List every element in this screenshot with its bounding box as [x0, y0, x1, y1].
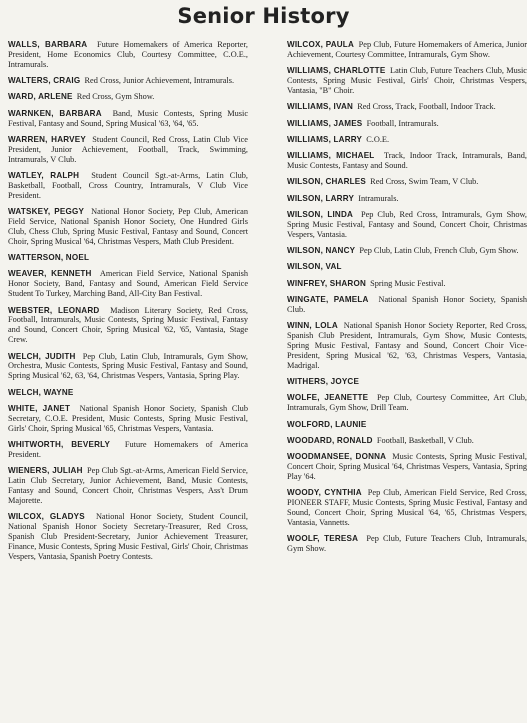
senior-activities: Intramurals.	[358, 193, 399, 203]
senior-activities: Student Council, Red Cross, Latin Club Vice President, Junior Achievement, Football, Track, Swimming, Intramurals, V Club.	[8, 134, 248, 164]
left-column	[8, 40, 248, 568]
senior-name: WARREN, HARVEY	[8, 134, 86, 144]
senior-entry	[287, 40, 527, 60]
senior-name: WELCH, WAYNE	[8, 387, 74, 397]
senior-activities: Pep Club Sgt.-at-Arms, American Field Service, Latin Club Secretary, Junior Achievement, Band, Music Contests, Fantasy and Sound, Concert Choir, Christmas Vespers, Ass't Drum Majorette.	[8, 466, 248, 505]
senior-entry	[8, 512, 248, 562]
senior-activities: Football, Basketball, V Club.	[376, 435, 474, 445]
senior-entry	[287, 262, 527, 272]
senior-name: WOLFE, JEANETTE	[287, 393, 369, 403]
senior-entry	[8, 404, 248, 434]
senior-activities: Music Contests, Spring Music Festival, Concert Choir, Spring Musical '64, Christmas Vespers, Vantasia, Spring Play '64.	[287, 452, 527, 482]
senior-activities: Latin Club, Future Teachers Club, Music Contests, Spring Music Festival, Girls' Choir, Christmas Vespers, Vantasia, "B" Choir.	[287, 66, 527, 96]
senior-activities: Band, Music Contests, Spring Music Festival, Fantasy and Sound, Spring Musical '63, '64, '65.	[8, 108, 249, 128]
senior-name: WOODMANSEE, DONNA	[287, 452, 387, 462]
senior-entry	[287, 279, 527, 289]
senior-activities: National Honor Society, Pep Club, American Field Service, National Spanish Honor Society, One Hundred Girls Club, Chess Club, Spring Music Festival, Fantasy and Sound, Concert Choir, Spring Musical '64, Christmas Vespers, Math Club President.	[8, 207, 248, 246]
senior-name: WALLS, BARBARA	[8, 40, 88, 49]
senior-name: WILCOX, GLADYS	[8, 512, 85, 522]
senior-name: WILSON, LARRY	[287, 193, 355, 203]
senior-entry	[8, 440, 248, 460]
senior-activities: Pep Club, American Field Service, Red Cross, PIONEER STAFF, Music Contests, Spring Music Festival, Fantasy and Sound, Concert Choir, Spring Musical '64, '65, Christmas Vespers, Vantasia, Vannetts.	[287, 488, 527, 528]
senior-name: WOODY, CYNTHIA	[287, 488, 362, 498]
senior-name: WOLFORD, LAUNIE	[287, 419, 367, 429]
senior-entry	[8, 207, 248, 247]
senior-name: WOOLF, TERESA	[287, 534, 359, 544]
senior-entry	[8, 171, 248, 201]
senior-name: WEAVER, KENNETH	[8, 269, 92, 279]
senior-entry	[287, 534, 527, 554]
senior-activities: Red Cross, Junior Achievement, Intramurals.	[84, 76, 235, 86]
senior-activities: National Honor Society, Student Council, National Spanish Honor Society Secretary-Treasurer, Red Cross, Spanish Club President-Secretary, Junior Achievement Treasurer, Finance, Music Contests, Spring Music Festival, Girls' Choir, Christmas Vespers, Vantasia, Spanish Poetry Contests.	[8, 512, 248, 561]
senior-entry	[287, 321, 527, 371]
senior-name: WILSON, LINDA	[287, 210, 354, 219]
senior-entry	[287, 119, 527, 129]
senior-name: WILLIAMS, IVAN	[287, 102, 354, 112]
senior-activities: Pep Club, Latin Club, Intramurals, Gym Show, Orchestra, Music Contests, Spring Music Festival, Fantasy and Sound, Spring Musical '62, 63, '64, Christmas Vespers, Vantasia, Spring Play.	[8, 351, 249, 381]
senior-name: WINFREY, SHARON	[287, 278, 366, 288]
senior-entry	[8, 306, 248, 346]
senior-name: WALTERS, CRAIG	[8, 76, 81, 86]
senior-name: WATTERSON, NOEL	[8, 253, 90, 263]
senior-activities: Red Cross, Gym Show.	[76, 92, 155, 102]
senior-activities: National Spanish Honor Society Reporter, Red Cross, Spanish Club President, Intramurals, Gym Show, Music Contests, Spring Music Festival, Fantasy and Sound, Concert Choir Vice-President, Spring Musical '62, '63, Christmas Vespers, Vantasia, Madrigal.	[287, 321, 527, 370]
senior-activities: National Spanish Honor Society, Spanish Club.	[287, 295, 527, 314]
senior-entry	[287, 151, 527, 171]
senior-name: WILLIAMS, JAMES	[287, 118, 363, 128]
senior-name: WILSON, VAL	[287, 262, 342, 272]
senior-entry	[8, 135, 248, 165]
senior-entry	[287, 393, 527, 413]
senior-activities: American Field Service, National Spanish Honor Society, Band, Fantasy and Sound, American Field Service Student To Turkey, Marching Band, All-City Ban Festival.	[8, 269, 248, 299]
senior-name: WINN, LOLA	[287, 321, 338, 331]
senior-name: WILLIAMS, MICHAEL	[287, 151, 375, 161]
senior-name: WITHERS, JOYCE	[287, 377, 360, 387]
senior-activities: Pep Club, Future Teachers Club, Intramurals, Gym Show.	[287, 534, 527, 554]
senior-name: WARD, ARLENE	[8, 92, 73, 102]
senior-entry	[287, 102, 527, 112]
right-column	[287, 40, 527, 561]
senior-entry	[287, 194, 527, 204]
senior-name: WOODARD, RONALD	[287, 435, 373, 445]
senior-entry	[8, 466, 248, 506]
senior-entry	[8, 269, 248, 299]
senior-activities: Football, Intramurals.	[366, 118, 439, 128]
senior-activities: Student Council Sgt.-at-Arms, Latin Club, Basketball, Football, Cross Country, Intramurals, V Club Vice President.	[8, 171, 249, 200]
senior-entry	[287, 436, 527, 446]
senior-name: WHITWORTH, BEVERLY	[8, 440, 111, 450]
senior-entry	[8, 352, 248, 382]
senior-activities: C.O.E.	[366, 134, 390, 144]
senior-entry	[287, 210, 527, 240]
senior-name: WILSON, NANCY	[287, 246, 356, 256]
senior-name: WARNKEN, BARBARA	[8, 108, 102, 118]
senior-name: WILCOX, PAULA	[287, 40, 354, 49]
page-title: Senior History	[177, 4, 350, 28]
senior-name: WILSON, CHARLES	[287, 177, 366, 187]
senior-entry	[287, 420, 527, 430]
senior-activities: Pep Club, Future Homemakers of America, Junior Achievement, Courtesy Committee, Intramurals, Gym Show.	[287, 40, 527, 59]
senior-name: WILLIAMS, CHARLOTTE	[287, 66, 386, 76]
senior-activities: Track, Indoor Track, Intramurals, Band, Music Contests, Fantasy and Sound.	[287, 151, 527, 171]
senior-entry	[8, 253, 248, 263]
senior-name: WIENERS, JULIAH	[8, 466, 83, 476]
senior-entry	[287, 452, 527, 482]
senior-activities: Red Cross, Swim Team, V Club.	[370, 177, 479, 187]
senior-activities: Spring Music Festival.	[370, 278, 446, 288]
senior-entry	[287, 488, 527, 528]
senior-activities: Pep Club, Courtesy Committee, Art Club, Intramurals, Gym Show, Drill Team.	[287, 393, 527, 413]
senior-activities: Red Cross, Track, Football, Indoor Track.	[357, 102, 496, 112]
senior-name: WILLIAMS, LARRY	[287, 134, 363, 144]
senior-name: WATSKEY, PEGGY	[8, 207, 85, 217]
senior-activities: National Spanish Honor Society, Spanish Club Secretary, C.O.E. President, Music Contests, Spring Music Festival, Girls' Choir, Spring Musical '65, Christmas Vespers, Vantasia.	[8, 403, 248, 433]
senior-activities: Pep Club, Latin Club, French Club, Gym Show.	[359, 246, 519, 256]
senior-name: WINGATE, PAMELA	[287, 295, 369, 304]
senior-name: WATLEY, RALPH	[8, 171, 80, 181]
senior-entry	[287, 246, 527, 256]
senior-entry	[8, 76, 248, 86]
senior-entry	[287, 177, 527, 187]
senior-entry	[287, 295, 527, 315]
senior-name: WELCH, JUDITH	[8, 351, 76, 361]
senior-entry	[8, 109, 248, 129]
senior-activities: Pep Club, Red Cross, Intramurals, Gym Show, Spring Music Festival, Fantasy and Sound, Concert Choir, Christmas Vespers, Vantasia.	[287, 210, 527, 239]
senior-name: WHITE, JANET	[8, 403, 71, 413]
senior-name: WEBSTER, LEONARD	[8, 305, 100, 315]
senior-entry	[287, 377, 527, 387]
senior-entry	[8, 388, 248, 398]
senior-entry	[287, 135, 527, 145]
senior-activities: Future Homemakers of America President.	[8, 440, 248, 459]
senior-entry	[8, 40, 248, 70]
senior-entry	[8, 92, 248, 102]
senior-activities: Madison Literary Society, Red Cross, Football, Intramurals, Music Contests, Spring Music Festival, Fantasy and Sound, Concert Choir, Spring Musical '62, '65, Vantasia, Stage Crew.	[8, 305, 248, 345]
senior-activities: Future Homemakers of America Reporter, President, Home Economics Club, Courtesy Committee, C.O.E., Intramurals.	[8, 40, 248, 69]
senior-entry	[287, 66, 527, 96]
